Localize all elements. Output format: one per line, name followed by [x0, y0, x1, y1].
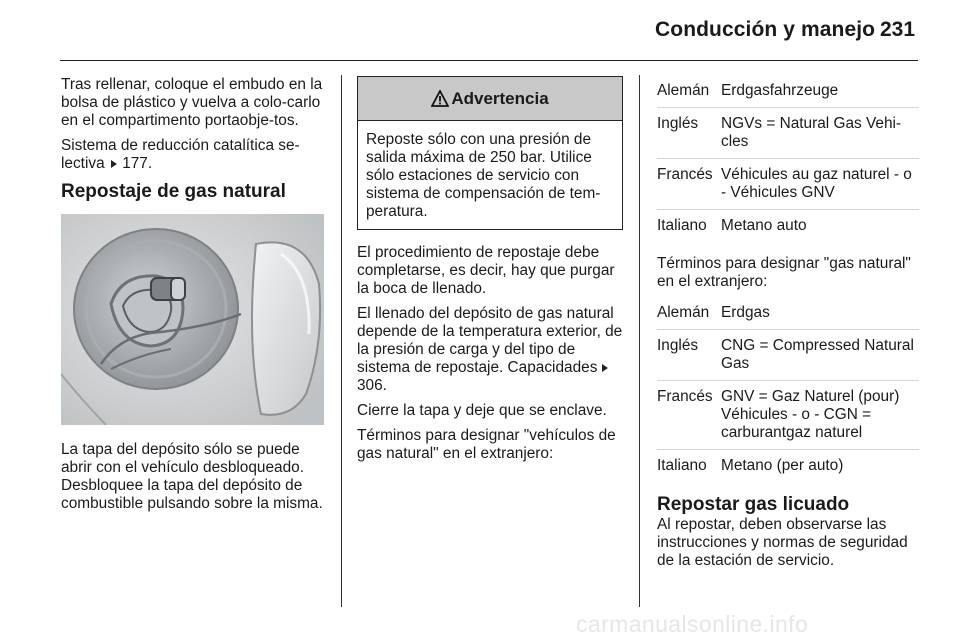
term-row	[657, 450, 919, 482]
term-row	[657, 381, 919, 450]
arrow-reference-icon	[602, 364, 608, 372]
term-cell: CNG = Compressed Natural Gas	[721, 337, 914, 372]
language-cell: Alemán	[657, 304, 710, 321]
language-cell: Italiano	[657, 457, 707, 474]
language-cell: Alemán	[657, 82, 710, 99]
warning-box	[357, 76, 623, 230]
term-cell: NGVs = Natural Gas Vehi-cles	[721, 115, 902, 150]
left-column	[61, 76, 327, 520]
warning-triangle-icon	[431, 90, 449, 107]
term-cell: GNV = Gaz Naturel (pour) Véhicules - o - CGN = carburantgaz naturel	[721, 388, 900, 441]
natural-gas-heading: Repostaje de gas natural	[61, 181, 286, 202]
catalytic-system-label: Sistema de reducción catalítica se-lectiva	[61, 137, 300, 172]
lpg-heading: Repostar gas licuado	[657, 494, 850, 515]
tank-capacity-text: El llenado del depósito de gas natural depende de la temperatura exterior, de la presión de carga y del tipo de sistema de repostaje. Capacidades	[357, 305, 623, 376]
language-cell: Inglés	[657, 115, 699, 132]
procedure-paragraph: El procedimiento de repostaje debe completarse, es decir, hay que purgar la boca de llenado.	[357, 244, 615, 297]
column-divider-right	[639, 75, 640, 607]
catalytic-system-text	[61, 137, 327, 173]
vehicle-terms-intro: Términos para designar "vehículos de gas natural" en el extranjero:	[357, 427, 616, 462]
gas-terms-intro: Términos para designar "gas natural" en el extranjero:	[657, 255, 911, 290]
warning-title: Advertencia	[451, 88, 549, 108]
lpg-text: Al repostar, deben observarse las instrucciones y normas de seguridad de la estación de servicio.	[657, 516, 908, 569]
page-number: 231	[880, 18, 916, 41]
term-cell: Metano auto	[721, 217, 807, 234]
language-cell: Inglés	[657, 337, 699, 354]
fuel-door-caption: La tapa del depósito sólo se puede abrir con el vehículo desbloqueado. Desbloquee la tapa del depósito de combustible pulsando sobre la misma.	[61, 441, 323, 512]
language-cell: Francés	[657, 388, 713, 405]
term-row	[657, 210, 919, 242]
middle-column	[357, 76, 623, 470]
language-cell: Francés	[657, 166, 713, 183]
vehicle-terms-table	[657, 73, 919, 242]
page-title: Conducción y manejo	[655, 18, 876, 41]
language-cell: Italiano	[657, 217, 707, 234]
term-row	[657, 295, 919, 330]
fuel-door-illustration	[61, 214, 324, 425]
term-row	[657, 159, 919, 210]
tank-capacity-paragraph	[357, 305, 623, 395]
term-row	[657, 108, 919, 159]
term-cell: Erdgasfahrzeuge	[721, 82, 839, 99]
term-row	[657, 73, 919, 108]
catalytic-system-page-link[interactable]: 177.	[122, 155, 153, 172]
column-divider-left	[341, 75, 342, 607]
right-column	[657, 76, 919, 577]
warning-header	[358, 77, 622, 121]
term-cell: Véhicules au gaz naturel - o - Véhicules GNV	[721, 166, 912, 201]
close-cap-paragraph: Cierre la tapa y deje que se enclave.	[357, 402, 607, 419]
gas-terms-table	[657, 295, 919, 482]
fuel-door-image	[61, 214, 324, 425]
warning-text: Reposte sólo con una presión de salida máxima de 250 bar. Utilice sólo estaciones de servicio con sistema de compensación de tem-peratura.	[366, 131, 601, 220]
capacities-page-link[interactable]: 306.	[357, 377, 387, 394]
watermark-text: carmanualsonline.info	[576, 611, 809, 637]
header-divider	[60, 60, 918, 61]
term-cell: Erdgas	[721, 304, 770, 321]
term-row	[657, 330, 919, 381]
term-cell: Metano (per auto)	[721, 457, 844, 474]
arrow-reference-icon	[111, 160, 117, 168]
refill-intro-text: Tras rellenar, coloque el embudo en la bolsa de plástico y vuelva a colo-carlo en el compartimento portaobje-tos.	[61, 76, 323, 129]
